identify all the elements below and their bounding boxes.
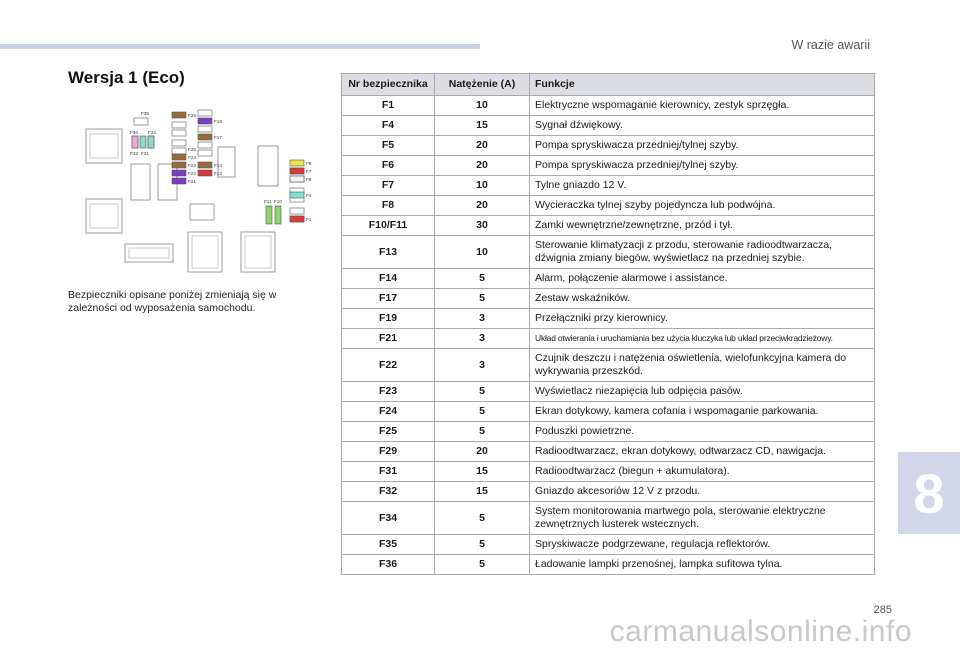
current-cell: 5 bbox=[435, 382, 530, 402]
fuse-number-cell: F32 bbox=[342, 482, 435, 502]
table-row bbox=[342, 216, 875, 236]
current-cell: 10 bbox=[435, 176, 530, 196]
fuse-F10-body bbox=[275, 206, 281, 224]
top-accent-bar bbox=[0, 44, 480, 49]
fuse-number-cell: F21 bbox=[342, 329, 435, 349]
function-cell: Ładowanie lampki przenośnej, lampka sufitowa tylna. bbox=[530, 555, 875, 575]
table-row bbox=[342, 196, 875, 216]
table-row bbox=[342, 402, 875, 422]
current-cell: 15 bbox=[435, 482, 530, 502]
current-cell: 5 bbox=[435, 555, 530, 575]
fuse-number-cell: F25 bbox=[342, 422, 435, 442]
relay-block bbox=[258, 146, 278, 186]
table-row bbox=[342, 442, 875, 462]
table-row bbox=[342, 269, 875, 289]
table-row bbox=[342, 349, 875, 382]
table-row bbox=[342, 502, 875, 535]
relay-block bbox=[90, 204, 118, 228]
fuse-number-cell: F5 bbox=[342, 136, 435, 156]
fuse-F19-body bbox=[198, 118, 212, 124]
fuse-F11-body bbox=[266, 206, 272, 224]
fuse-number-cell: F14 bbox=[342, 269, 435, 289]
table-row bbox=[342, 96, 875, 116]
fuse-table-body bbox=[342, 96, 875, 575]
fuse-label: F19 bbox=[214, 119, 222, 124]
current-cell: 20 bbox=[435, 442, 530, 462]
function-cell: Radioodtwarzacz (biegun + akumulatora). bbox=[530, 462, 875, 482]
function-cell: Sterowanie klimatyzacji z przodu, sterowanie radioodtwarzacza, dźwignia zmiany biegów, wyświetlacz na przedniej szybie. bbox=[530, 236, 875, 269]
function-cell: Gniazdo akcesoriów 12 V z przodu. bbox=[530, 482, 875, 502]
current-cell: 3 bbox=[435, 329, 530, 349]
fuse-label: F22 bbox=[188, 171, 196, 176]
function-cell: Przełączniki przy kierownicy. bbox=[530, 309, 875, 329]
fuse-label: F10 bbox=[274, 199, 282, 204]
current-cell: 20 bbox=[435, 136, 530, 156]
relay-block bbox=[188, 232, 222, 272]
fuse-label: F14 bbox=[214, 163, 222, 168]
table-row bbox=[342, 136, 875, 156]
function-cell: Wycieraczka tylnej szyby pojedyncza lub podwójna. bbox=[530, 196, 875, 216]
current-cell: 15 bbox=[435, 462, 530, 482]
table-row bbox=[342, 156, 875, 176]
current-cell: 5 bbox=[435, 535, 530, 555]
fuse-table bbox=[341, 73, 875, 575]
current-cell: 20 bbox=[435, 196, 530, 216]
current-cell: 5 bbox=[435, 422, 530, 442]
fuse-label: F32 bbox=[130, 151, 138, 156]
table-row bbox=[342, 309, 875, 329]
fuse-number-cell: F6 bbox=[342, 156, 435, 176]
header-current: Natężenie (A) bbox=[435, 74, 530, 96]
function-cell: Ekran dotykowy, kamera cofania i wspomaganie parkowania. bbox=[530, 402, 875, 422]
fuse-number-cell: F29 bbox=[342, 442, 435, 462]
table-row bbox=[342, 329, 875, 349]
function-cell: Pompa spryskiwacza przedniej/tylnej szyby. bbox=[530, 156, 875, 176]
function-cell: Zestaw wskaźników. bbox=[530, 289, 875, 309]
function-cell: Układ otwierania i uruchamiania bez użycia kluczyka lub układ przeciwkradzieżowy. bbox=[530, 329, 875, 349]
fuse-label: F7 bbox=[306, 169, 312, 174]
current-cell: 5 bbox=[435, 269, 530, 289]
fuse-number-cell: F22 bbox=[342, 349, 435, 382]
relay-block bbox=[192, 236, 218, 268]
watermark: carmanualsonline.info bbox=[609, 615, 912, 648]
header-fuse-number: Nr bezpiecznika bbox=[342, 74, 435, 96]
function-cell: Czujnik deszczu i natężenia oświetlenia, wielofunkcyjna kamera do wykrywania przeszkód. bbox=[530, 349, 875, 382]
fuse-label: F24 bbox=[188, 155, 196, 160]
fuse-label: F29 bbox=[188, 113, 196, 118]
relay-block bbox=[241, 232, 275, 272]
fuse-label: F34 bbox=[148, 130, 156, 135]
function-cell: System monitorowania martwego pola, sterowanie elektryczne zewnętrznych lusterek wstecznych. bbox=[530, 502, 875, 535]
table-row bbox=[342, 482, 875, 502]
fuse-F23-body bbox=[172, 162, 186, 168]
fuse-box-diagram bbox=[78, 104, 324, 284]
table-row bbox=[342, 535, 875, 555]
fuse-number-cell: F34 bbox=[342, 502, 435, 535]
current-cell: 5 bbox=[435, 502, 530, 535]
fuse-F8-body bbox=[290, 160, 304, 166]
table-row bbox=[342, 462, 875, 482]
description-text: Bezpieczniki opisane poniżej zmieniają się w zależności od wyposażenia samochodu. bbox=[68, 289, 277, 314]
current-cell: 10 bbox=[435, 236, 530, 269]
fuse-F24-body bbox=[172, 154, 186, 160]
relay-block bbox=[131, 164, 150, 200]
fuse-F32-body bbox=[140, 136, 146, 148]
table-row bbox=[342, 116, 875, 136]
table-row bbox=[342, 422, 875, 442]
fuse-number-cell: F8 bbox=[342, 196, 435, 216]
fuse-label: F6 bbox=[306, 177, 312, 182]
fuse-label: F23 bbox=[188, 163, 196, 168]
chapter-badge bbox=[898, 452, 960, 534]
function-cell: Radioodtwarzacz, ekran dotykowy, odtwarzacz CD, nawigacja. bbox=[530, 442, 875, 462]
table-row bbox=[342, 382, 875, 402]
fuse-number-cell: F24 bbox=[342, 402, 435, 422]
chapter-number: 8 bbox=[913, 461, 945, 525]
fuse-F4-body bbox=[290, 192, 304, 198]
fuse-number-cell: F4 bbox=[342, 116, 435, 136]
relay-block bbox=[90, 134, 118, 158]
function-cell: Wyświetlacz niezapięcia lub odpięcia pasów. bbox=[530, 382, 875, 402]
current-cell: 15 bbox=[435, 116, 530, 136]
function-cell: Zamki wewnętrzne/zewnętrzne, przód i tył. bbox=[530, 216, 875, 236]
relay-block bbox=[125, 244, 173, 262]
fuse-number-cell: F36 bbox=[342, 555, 435, 575]
current-cell: 5 bbox=[435, 289, 530, 309]
fuse-label: F4 bbox=[306, 193, 312, 198]
fuse-number-cell: F13 bbox=[342, 236, 435, 269]
fuse-label: F21 bbox=[188, 179, 196, 184]
fuse-F29-body bbox=[172, 112, 186, 118]
fuse-F6-body bbox=[290, 176, 304, 182]
fuse-box-svg bbox=[78, 104, 324, 284]
table-header-row bbox=[342, 74, 875, 96]
fuse-number-cell: F35 bbox=[342, 535, 435, 555]
fuse-number-cell: F7 bbox=[342, 176, 435, 196]
table-row bbox=[342, 176, 875, 196]
page-title: Wersja 1 (Eco) bbox=[68, 68, 185, 87]
fuse-F21-body bbox=[172, 178, 186, 184]
fuse-F22-body bbox=[172, 170, 186, 176]
current-cell: 20 bbox=[435, 156, 530, 176]
section-header: W razie awarii bbox=[791, 38, 870, 52]
current-cell: 3 bbox=[435, 309, 530, 329]
function-cell: Tylne gniazdo 12 V. bbox=[530, 176, 875, 196]
function-cell: Poduszki powietrzne. bbox=[530, 422, 875, 442]
fuse-label: F35 bbox=[141, 111, 149, 116]
current-cell: 30 bbox=[435, 216, 530, 236]
fuse-F1-body bbox=[290, 216, 304, 222]
fuse-label: F36 bbox=[130, 130, 138, 135]
fuse-number-cell: F31 bbox=[342, 462, 435, 482]
page-number: 285 bbox=[873, 604, 892, 616]
fuse-number-cell: F23 bbox=[342, 382, 435, 402]
fuse-number-cell: F19 bbox=[342, 309, 435, 329]
fuse-label: F1 bbox=[306, 217, 312, 222]
fuse-label: F17 bbox=[214, 135, 222, 140]
fuse-label: F31 bbox=[141, 151, 149, 156]
fuse-number-cell: F17 bbox=[342, 289, 435, 309]
table-row bbox=[342, 236, 875, 269]
function-cell: Elektryczne wspomaganie kierownicy, zestyk sprzęgła. bbox=[530, 96, 875, 116]
fuse-number-cell: F10/F11 bbox=[342, 216, 435, 236]
fuse-F14-body bbox=[198, 162, 212, 168]
current-cell: 10 bbox=[435, 96, 530, 116]
function-cell: Pompa spryskiwacza przedniej/tylnej szyby. bbox=[530, 136, 875, 156]
fuse-F13-body bbox=[198, 170, 212, 176]
fuse-F7-body bbox=[290, 168, 304, 174]
function-cell: Spryskiwacze podgrzewane, regulacja reflektorów. bbox=[530, 535, 875, 555]
fuse-label: F8 bbox=[306, 161, 312, 166]
function-cell: Sygnał dźwiękowy. bbox=[530, 116, 875, 136]
relay-block bbox=[245, 236, 271, 268]
current-cell: 5 bbox=[435, 402, 530, 422]
header-functions: Funkcje bbox=[530, 74, 875, 96]
fuse-number-cell: F1 bbox=[342, 96, 435, 116]
fuse-label: F11 bbox=[264, 199, 272, 204]
fuse-F17-body bbox=[198, 134, 212, 140]
fuse-label: F25 bbox=[188, 147, 196, 152]
relay-block bbox=[190, 204, 214, 220]
table-row bbox=[342, 555, 875, 575]
relay-block bbox=[129, 248, 169, 258]
function-cell: Alarm, połączenie alarmowe i assistance. bbox=[530, 269, 875, 289]
fuse-label: F13 bbox=[214, 171, 222, 176]
current-cell: 3 bbox=[435, 349, 530, 382]
table-row bbox=[342, 289, 875, 309]
